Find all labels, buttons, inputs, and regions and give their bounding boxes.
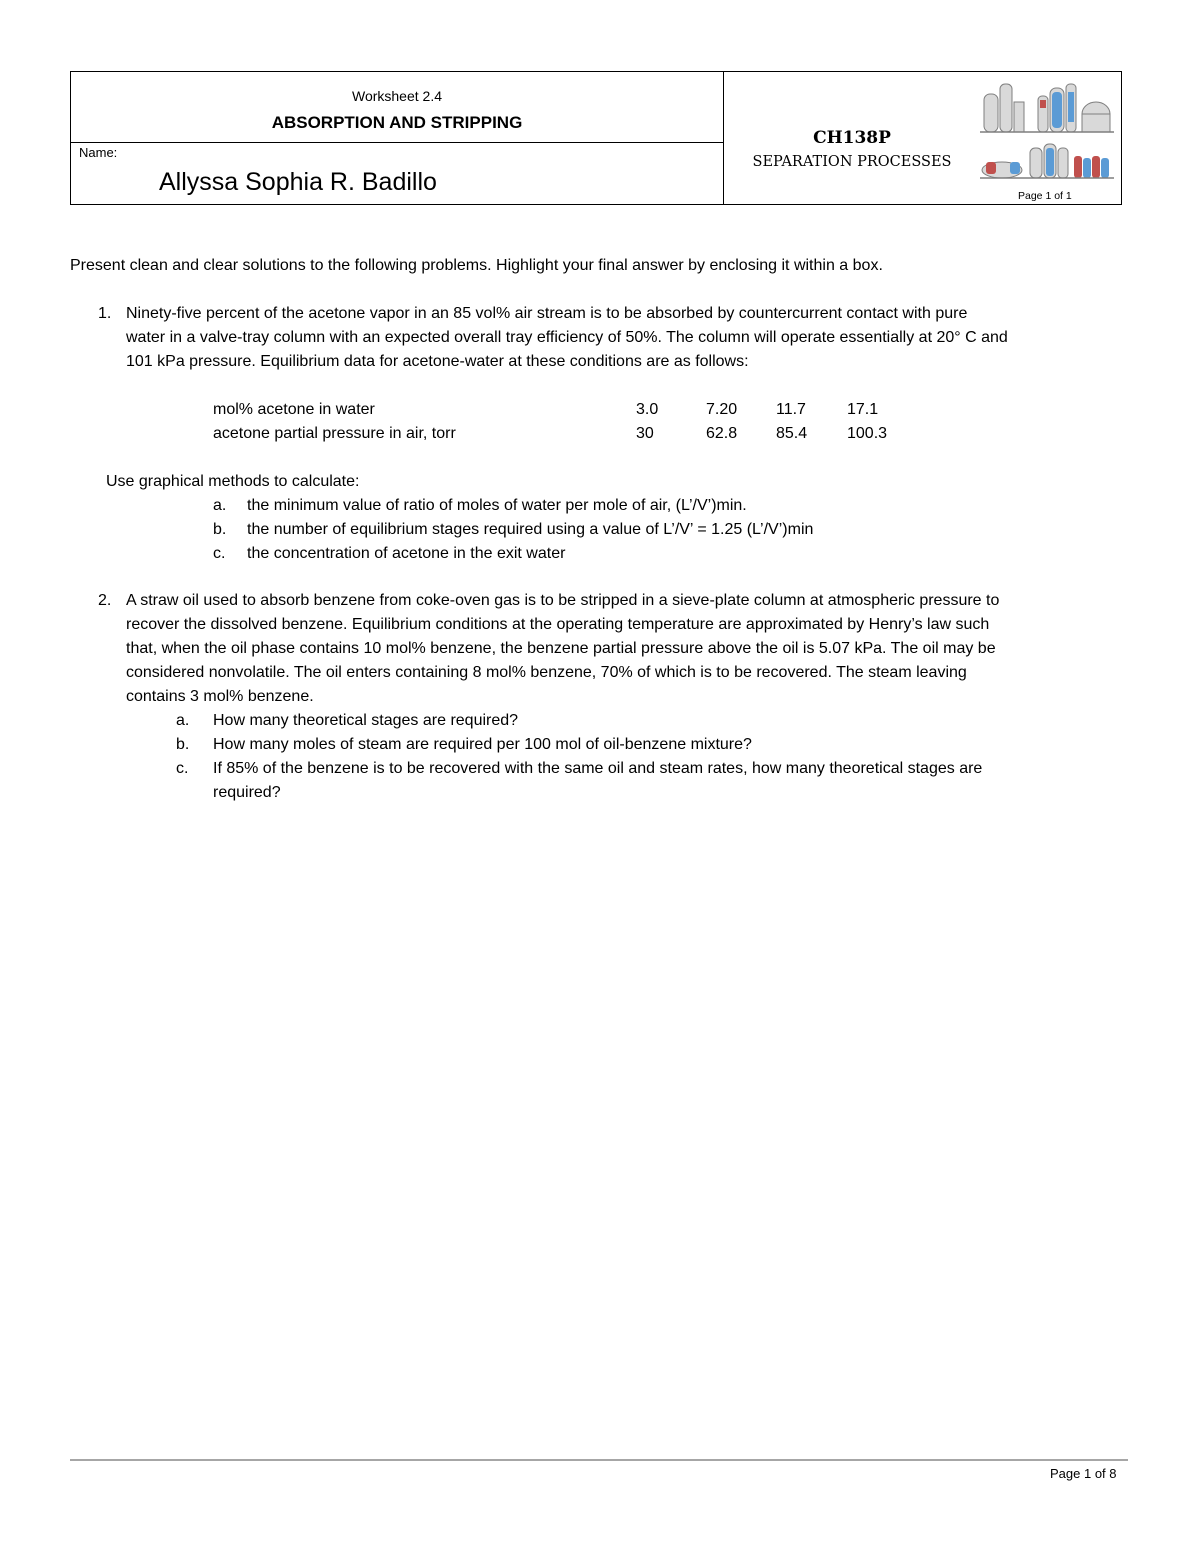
header-title-cell (71, 72, 723, 143)
sub-question-text: How many theoretical stages are required? (213, 712, 519, 729)
table-cell: 17.1 (847, 401, 879, 418)
table-cell: 30 (636, 425, 654, 442)
footer-divider (70, 1459, 1128, 1461)
header-left-cell (71, 72, 724, 204)
sub-question-lead: Use graphical methods to calculate: (106, 473, 360, 490)
table-cell: 62.8 (706, 425, 738, 442)
problem-line: water in a valve-tray column with an expected overall tray efficiency of 50%. The column will operate essentially at 20° C and (126, 329, 1008, 346)
instructions: Present clean and clear solutions to the following problems. Highlight your final answer by enclosing it within a box. (70, 257, 883, 274)
table-cell: 85.4 (776, 425, 808, 442)
sub-question-text: the number of equilibrium stages required using a value of L’/V’ = 1.25 (L’/V’)min (247, 521, 814, 538)
problem-line: contains 3 mol% benzene. (126, 688, 314, 705)
problem-line: Ninety-five percent of the acetone vapor in an 85 vol% air stream is to be absorbed by countercurrent contact with pure (126, 305, 968, 322)
problem-number: 1. (98, 305, 112, 322)
table-cell: 7.20 (706, 401, 738, 418)
sub-question-letter: b. (176, 736, 190, 753)
table-cell: 100.3 (847, 425, 888, 442)
course-name: SEPARATION PROCESSES (752, 154, 952, 170)
sub-question-text: the concentration of acetone in the exit water (247, 545, 566, 562)
problem-line: A straw oil used to absorb benzene from coke-oven gas is to be stripped in a sieve-plate column at atmospheric pressure to (126, 592, 1000, 609)
header-page-number: Page 1 of 1 (1018, 190, 1072, 202)
sub-question-text: required? (213, 784, 281, 801)
sub-question-letter: c. (176, 760, 189, 777)
problem-line: 101 kPa pressure. Equilibrium data for acetone-water at these conditions are as follows: (126, 353, 749, 370)
course-code: CH138P (813, 128, 891, 148)
table-row-label: mol% acetone in water (213, 401, 375, 418)
name-label: Name: (79, 145, 118, 160)
sub-question-letter: a. (213, 497, 227, 514)
sub-question-letter: b. (213, 521, 227, 538)
problem-line: recover the dissolved benzene. Equilibrium conditions at the operating temperature are approximated by Henry’s law such (126, 616, 990, 633)
worksheet-title: ABSORPTION AND STRIPPING (271, 113, 523, 132)
worksheet-number: Worksheet 2.4 (351, 88, 442, 104)
table-row-label: acetone partial pressure in air, torr (213, 425, 456, 442)
footer-page-number: Page 1 of 8 (1050, 1466, 1117, 1481)
problem-line: that, when the oil phase contains 10 mol% benzene, the benzene partial pressure above the oil is 5.07 kPa. The oil may be (126, 640, 996, 657)
problem-number: 2. (98, 592, 112, 609)
sub-question-text: the minimum value of ratio of moles of water per mole of air, (L’/V’)min. (247, 497, 747, 514)
student-name: Allyssa Sophia R. Badillo (159, 168, 437, 196)
sub-question-letter: a. (176, 712, 190, 729)
sub-question-letter: c. (213, 545, 226, 562)
sub-question-text: How many moles of steam are required per 100 mol of oil-benzene mixture? (213, 736, 752, 753)
problem-line: considered nonvolatile. The oil enters containing 8 mol% benzene, 70% of which is to be recovered. The steam leaving (126, 664, 967, 681)
sub-question-text: If 85% of the benzene is to be recovered with the same oil and steam rates, how many theoretical stages are (213, 760, 983, 777)
worksheet-header (70, 71, 1122, 205)
table-cell: 11.7 (776, 401, 806, 418)
table-cell: 3.0 (636, 401, 659, 418)
chemical-plant-icon (980, 78, 1114, 182)
